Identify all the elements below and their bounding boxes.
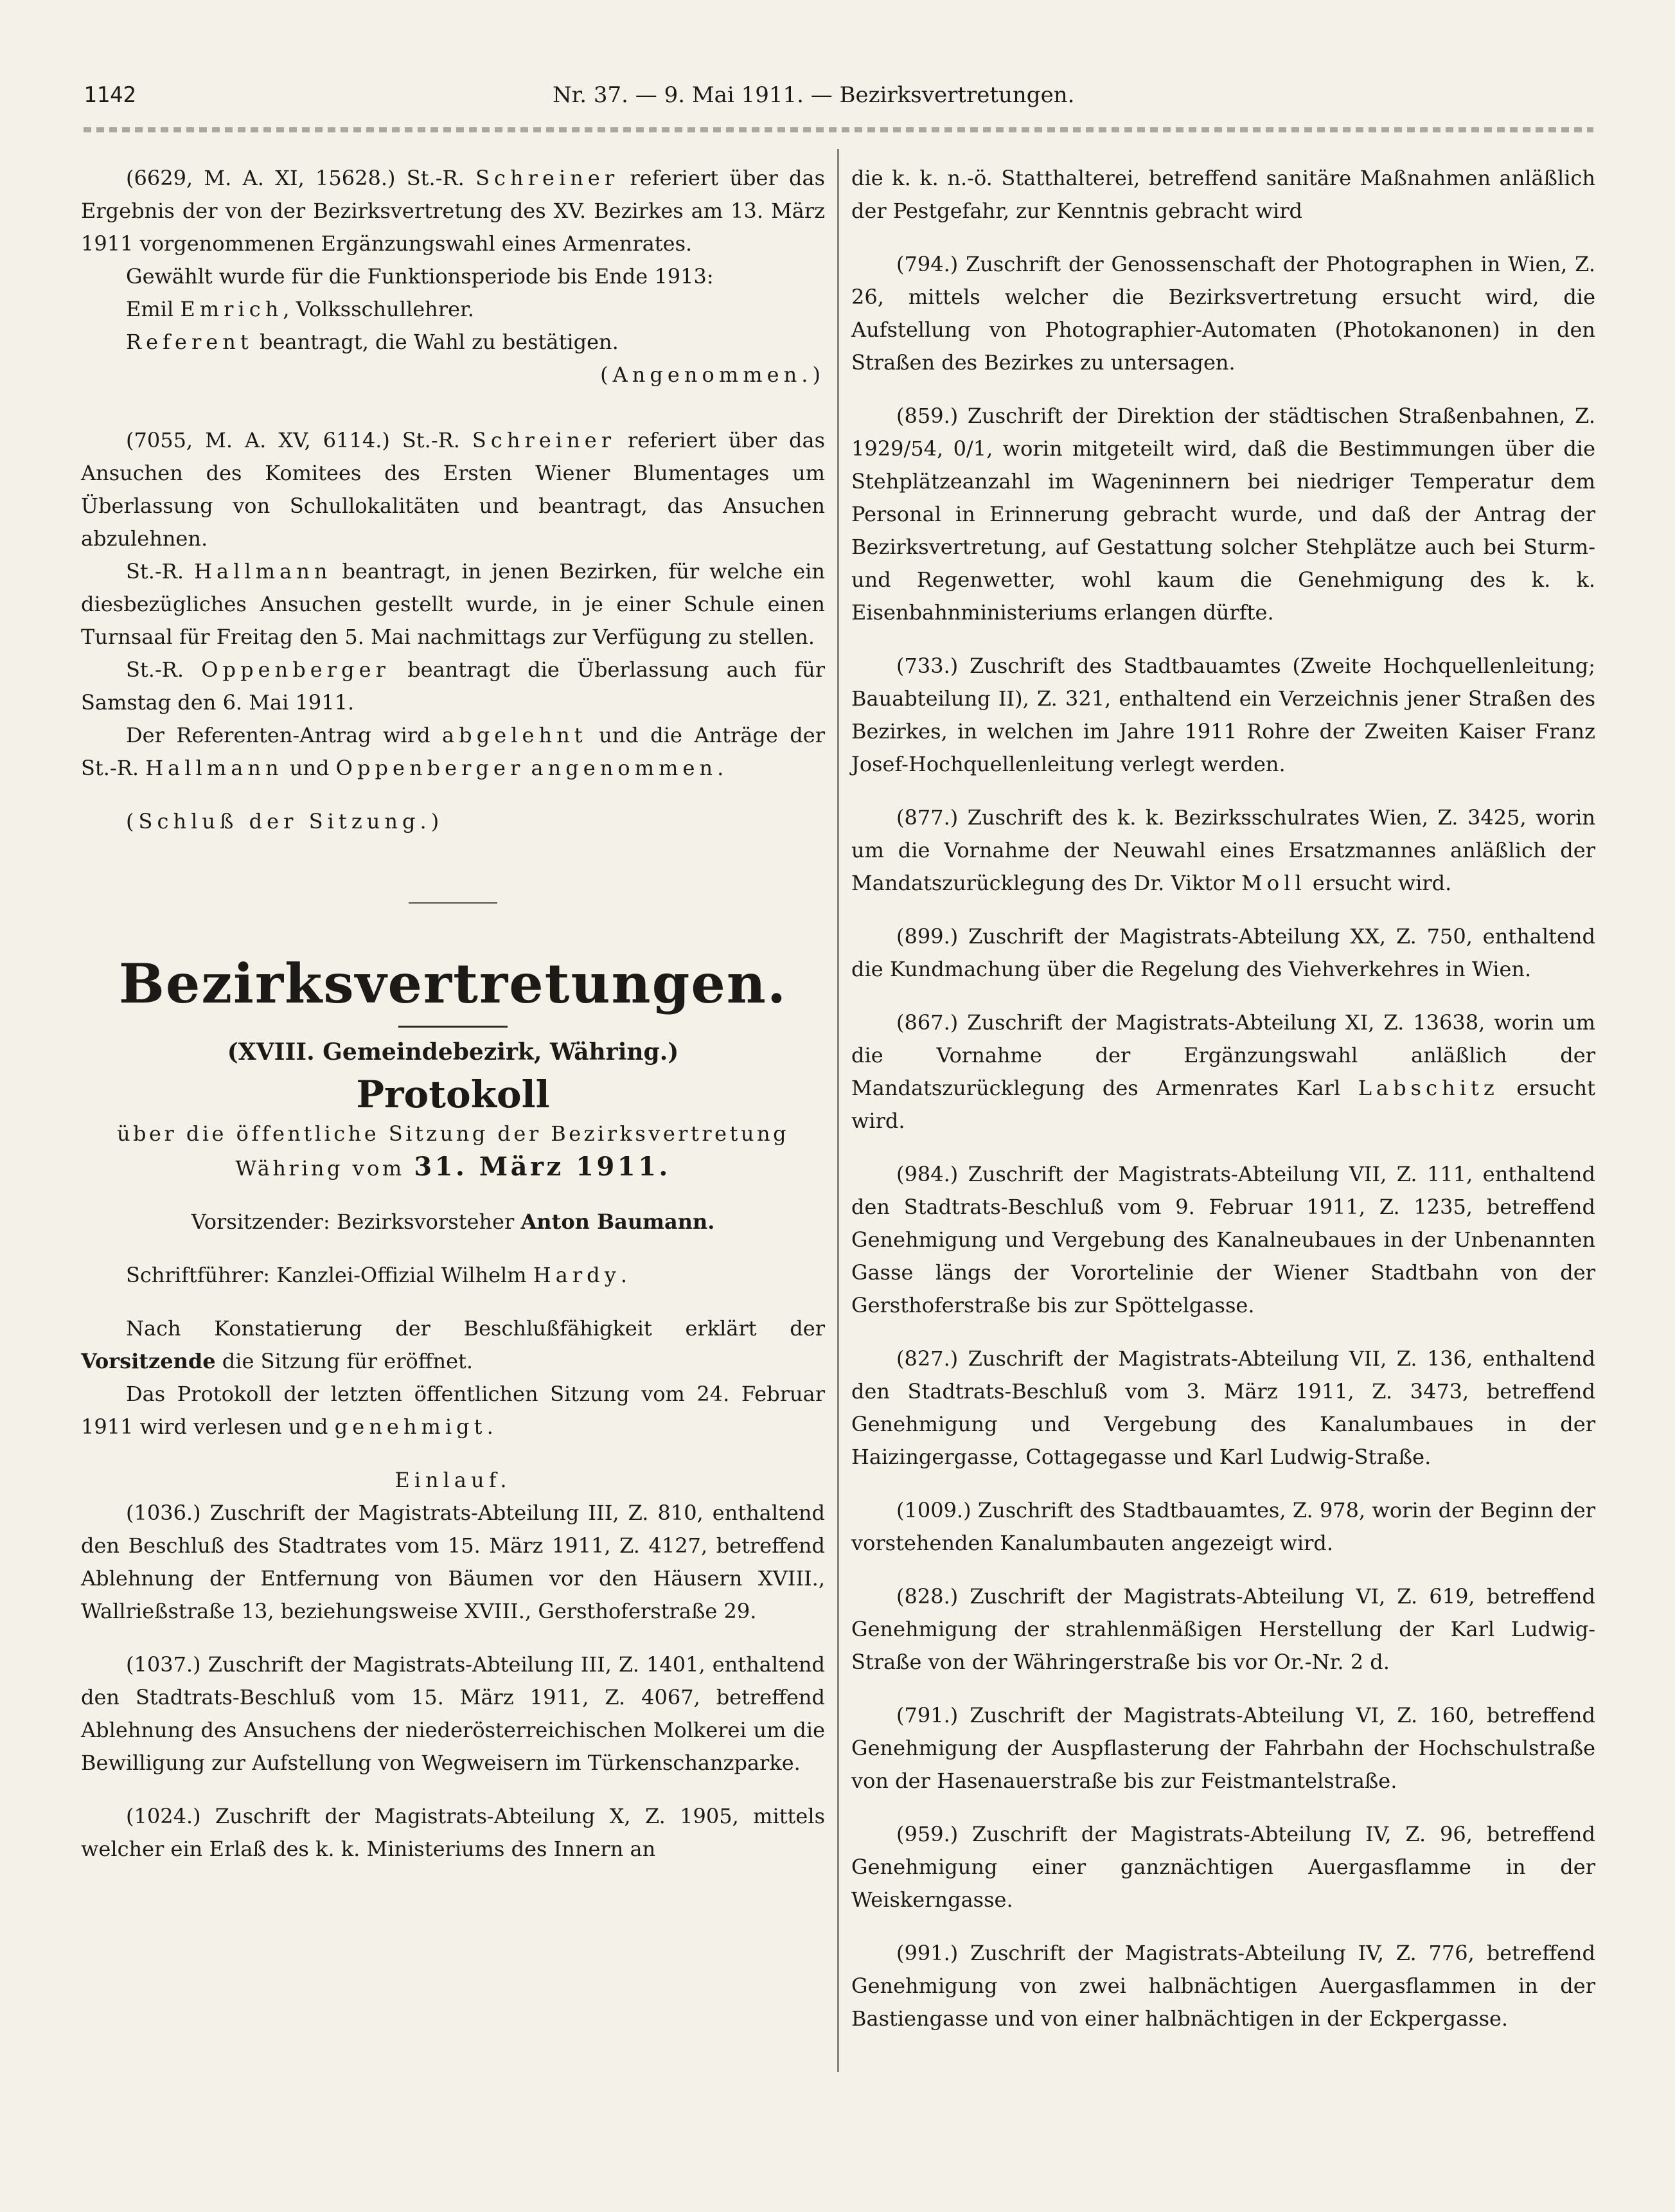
- section-title: Bezirksvertretungen.: [118, 952, 788, 1015]
- chairman-line: Vorsitzender: Bezirksvorsteher Anton Baumann.: [191, 1209, 715, 1234]
- district-heading: (XVIII. Gemeindebezirk, Währing.): [227, 1039, 679, 1066]
- entry-827: (827.) Zuschrift der Magistrats-Abteilung VII, Z. 136, enthaltend den Stadtrats-Beschluß vom 3. März 1911, Z. 3473, betreffend Genehmigung und Vergebung des Kanalumbaues in der Haizingergasse, Cottagegasse und Karl Ludwig-Straße.: [851, 1346, 1595, 1469]
- entry-828: (828.) Zuschrift der Magistrats-Abteilung VI, Z. 619, betreffend Genehmigung der strahlenmäßigen Herstellung der Karl Ludwig-Straße von der Währingerstraße bis vor Or.-Nr. 2 d.: [851, 1584, 1595, 1674]
- paragraph-oppenberger: St.-R. Oppenberger beantragt die Überlassung auch für Samstag den 6. Mai 1911.: [81, 657, 826, 715]
- entry-791: (791.) Zuschrift der Magistrats-Abteilung VI, Z. 160, betreffend Genehmigung der Auspflasterung der Fahrbahn der Hochschulstraße von der Hasenauerstraße bis zur Feistmantelstraße.: [851, 1703, 1595, 1793]
- paragraph-minutes: Das Protokoll der letzten öffentlichen Sitzung vom 24. Februar 1911 wird verlesen und genehmigt.: [81, 1382, 825, 1439]
- entry-1037: (1037.) Zuschrift der Magistrats-Abteilung III, Z. 1401, enthaltend den Stadtrats-Beschluß vom 15. März 1911, Z. 4067, betreffend Ablehnung des Ansuchens der niederösterreichischen Molkerei um die Bewilligung zur Aufstellung von Wegweisern im Türkenschanzparke.: [81, 1652, 825, 1775]
- paragraph-opening: Nach Konstatierung der Beschlußfähigkeit erklärt der Vorsitzende die Sitzung für eröffnet.: [81, 1316, 825, 1373]
- header-rule: [84, 127, 1593, 132]
- left-column: [81, 162, 825, 1866]
- title-underline: [398, 1026, 508, 1028]
- entry-877: (877.) Zuschrift des k. k. Bezirksschulrates Wien, Z. 3425, worin um die Vornahme der Neuwahl eines Ersatzmannes anläßlich der Mandatszurücklegung des Dr. Viktor Moll ersucht wird.: [851, 805, 1595, 895]
- entry-1024-continued: die k. k. n.-ö. Statthalterei, betreffend sanitäre Maßnahmen anläßlich der Pestgefahr, zur Kenntnis gebracht wird: [851, 166, 1595, 223]
- protokoll-heading: Protokoll: [356, 1073, 550, 1116]
- entry-1009: (1009.) Zuschrift des Stadtbauamtes, Z. 978, worin der Beginn der vorstehenden Kanalumbauten angezeigt wird.: [851, 1498, 1595, 1555]
- paragraph-emrich: Emil Emrich, Volksschullehrer.: [126, 297, 474, 321]
- spacer: [81, 391, 825, 424]
- spacer: [81, 1292, 825, 1312]
- entry-991: (991.) Zuschrift der Magistrats-Abteilung IV, Z. 776, betreffend Genehmigung von zwei halbnächtigen Auergasflammen in der Bastiengasse und von einer halbnächtigen in der Eckpergasse.: [851, 1941, 1595, 2031]
- spacer: [81, 1238, 825, 1259]
- entry-1036: (1036.) Zuschrift der Magistrats-Abteilung III, Z. 810, enthaltend den Beschluß des Stadtrates vom 15. März 1911, Z. 4127, betreffend Ablehnung der Entfernung von Bäumen vor den Häusern XVIII., Wallrießstraße 13, beziehungsweise XVIII., Gersthoferstraße 29.: [81, 1501, 825, 1623]
- page-number: 1142: [84, 82, 136, 108]
- paragraph-hallmann: St.-R. Hallmann beantragt, in jenen Bezirken, für welche ein diesbezügliches Ansuchen gestellt wurde, in je einer Schule einen Turnsaal für Freitag den 5. Mai nachmittags zur Verfügung zu stellen.: [81, 559, 826, 649]
- separator-rule: [409, 902, 497, 904]
- paragraph-referent: Referent beantragt, die Wahl zu bestätigen.: [126, 330, 619, 354]
- entry-794: (794.) Zuschrift der Genossenschaft der Photographen in Wien, Z. 26, mittels welcher die Bezirksvertretung ersucht wird, die Aufstellung von Photographier-Automaten (Photokanonen) in den Straßen des Bezirkes zu untersagen.: [851, 252, 1595, 375]
- paragraph-elected: Gewählt wurde für die Funktionsperiode bis Ende 1913:: [126, 264, 714, 289]
- paragraph-decision: Der Referenten-Antrag wird abgelehnt und die Anträge der St.-R. Hallmann und Oppenberger angenommen.: [81, 723, 826, 780]
- spacer: [81, 1443, 825, 1464]
- entry-959: (959.) Zuschrift der Magistrats-Abteilung IV, Z. 96, betreffend Genehmigung einer ganznächtigen Auergasflamme in der Weiskerngasse.: [851, 1822, 1595, 1912]
- entry-859: (859.) Zuschrift der Direktion der städtischen Straßenbahnen, Z. 1929/54, 0/1, worin mitgeteilt wird, daß die Bestimmungen über die Stehplätzeanzahl im Wageninnern bei niedriger Temperatur dem Personal in Erinnerung gebracht wurde, und daß der Antrag der Bezirksvertretung, auf Gestattung solcher Stehplätze auch bei Sturm- und Regenwetter, wohl kaum die Genehmigung des k. k. Eisenbahnministeriums erlangen dürfte.: [851, 404, 1595, 625]
- entry-867: (867.) Zuschrift der Magistrats-Abteilung XI, Z. 13638, worin um die Vornahme der Ergänzungswahl anläßlich der Mandatszurücklegung des Armenrates Karl Labschitz ersucht wird.: [851, 1010, 1595, 1133]
- page-header: [84, 82, 1593, 121]
- paragraph-6629: (6629, M. A. XI, 15628.) St.-R. Schreiner referiert über das Ergebnis der von der Bezirksvertretung des XV. Bezirkes am 13. März 1911 vorgenommenen Ergänzungswahl eines Armenrates.: [81, 166, 826, 256]
- resolution-accepted: (Angenommen.): [600, 362, 825, 387]
- session-end: (Schluß der Sitzung.): [126, 809, 444, 834]
- paragraph-7055: (7055, M. A. XV, 6114.) St.-R. Schreiner referiert über das Ansuchen des Komitees des Ersten Wiener Blumentages um Überlassung von Schullokalitäten und beantragt, das Ansuchen abzulehnen.: [81, 428, 825, 551]
- entry-984: (984.) Zuschrift der Magistrats-Abteilung VII, Z. 111, enthaltend den Stadtrats-Beschluß vom 9. Februar 1911, Z. 1235, betreffend Genehmigung und Vergebung des Kanalneubaues in der Unbenannten Gasse längs der Vorortelinie der Wiener Stadtbahn von der Gersthoferstraße bis zur Spöttelgasse.: [851, 1162, 1595, 1317]
- spacer: [81, 785, 825, 805]
- entry-733: (733.) Zuschrift des Stadtbauamtes (Zweite Hochquellenleitung; Bauabteilung II), Z. 321, enthaltend ein Verzeichnis jener Straßen des Bezirkes, in welchen im Jahre 1911 Rohre der Zweiten Kaiser Franz Josef-Hochquellenleitung verlegt werden.: [851, 654, 1595, 776]
- entry-1024: (1024.) Zuschrift der Magistrats-Abteilung X, Z. 1905, mittels welcher ein Erlaß des k. k. Ministeriums des Innern an: [81, 1804, 825, 1861]
- secretary-line: Schriftführer: Kanzlei-Offizial Wilhelm Hardy.: [126, 1263, 627, 1287]
- column-divider: [837, 149, 839, 2072]
- running-head: Nr. 37. — 9. Mai 1911. — Bezirksvertretungen.: [553, 82, 1075, 108]
- entry-899: (899.) Zuschrift der Magistrats-Abteilung XX, Z. 750, enthaltend die Kundmachung über die Regelung des Viehverkehres in Wien.: [851, 924, 1595, 981]
- right-column: [851, 162, 1595, 2056]
- einlauf-heading: Einlauf.: [394, 1468, 511, 1492]
- session-intro: über die öffentliche Sitzung der Bezirksvertretung Währing vom 31. März 1911.: [116, 1121, 790, 1182]
- spacer: [81, 1185, 825, 1206]
